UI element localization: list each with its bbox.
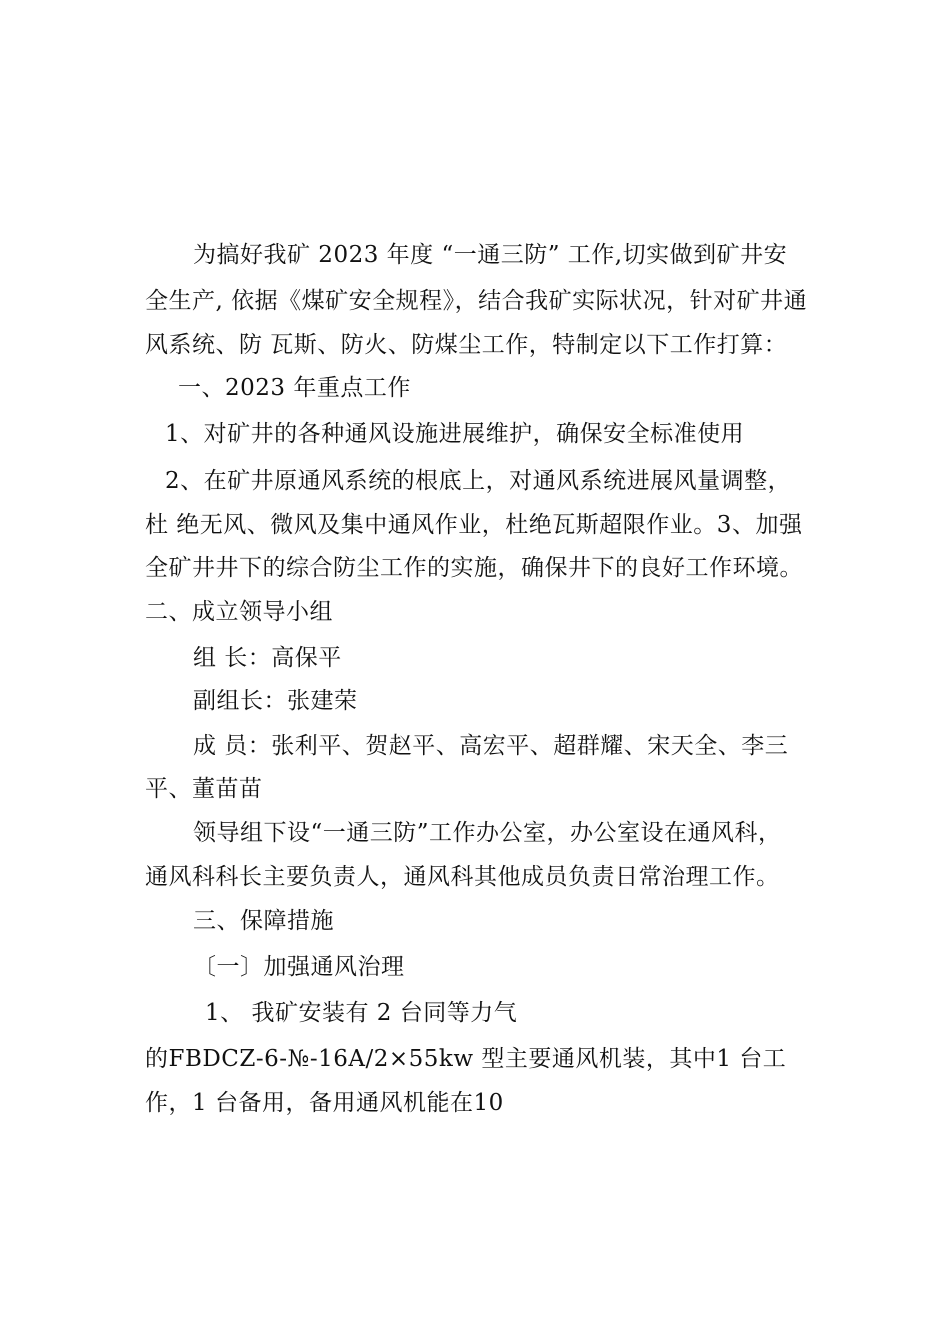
deputy-group-leader: 副组长：张建荣 — [193, 688, 358, 714]
group-members-line-1: 成 员：张利平、贺赵平、高宏平、超群耀、宋天全、李三 — [193, 733, 789, 759]
safeguard-item-1-line-3: 作，1 台备用，备用通风机能在10 — [145, 1090, 504, 1116]
key-work-item-2-line-2: 杜 绝无风、微风及集中通风作业，杜绝瓦斯超限作业。3、加强 — [145, 512, 803, 538]
group-leader: 组 长：高保平 — [193, 645, 342, 671]
safeguard-item-1-line-1: 1、 我矿安装有 2 台同等力气 — [205, 1000, 518, 1026]
group-members-line-2: 平、董苗苗 — [145, 776, 263, 802]
paragraph-intro-line-2: 全生产, 依据《煤矿安全规程》，结合我矿实际状况，针对矿井通 — [145, 288, 808, 314]
subsection-heading-ventilation: 〔一〕加强通风治理 — [193, 954, 405, 980]
paragraph-intro-line-3: 风系统、防 瓦斯、防火、防煤尘工作，特制定以下工作打算： — [145, 332, 788, 358]
section-heading-leadership-group: 二、成立领导小组 — [145, 599, 333, 625]
key-work-item-2-line-1: 2、在矿井原通风系统的根底上，对通风系统进展风量调整， — [165, 468, 792, 494]
key-work-item-1: 1、对矿井的各种通风设施进展维护，确保安全标准使用 — [165, 421, 745, 447]
section-heading-safeguards: 三、保障措施 — [193, 908, 334, 934]
office-paragraph-line-1: 领导组下设“一通三防”工作办公室，办公室设在通风科， — [193, 820, 782, 846]
office-paragraph-line-2: 通风科科长主要负责人，通风科其他成员负责日常治理工作。 — [145, 864, 780, 890]
key-work-item-3-line: 全矿井井下的综合防尘工作的实施，确保井下的良好工作环境。 — [145, 555, 803, 581]
safeguard-item-1-line-2: 的FBDCZ-6-№-16A/2×55kw 型主要通风机装，其中1 台工 — [145, 1046, 787, 1072]
section-heading-key-work: 一、2023 年重点工作 — [178, 375, 411, 401]
paragraph-intro-line-1: 为搞好我矿 2023 年度 “一通三防” 工作,切实做到矿井安 — [193, 242, 788, 268]
